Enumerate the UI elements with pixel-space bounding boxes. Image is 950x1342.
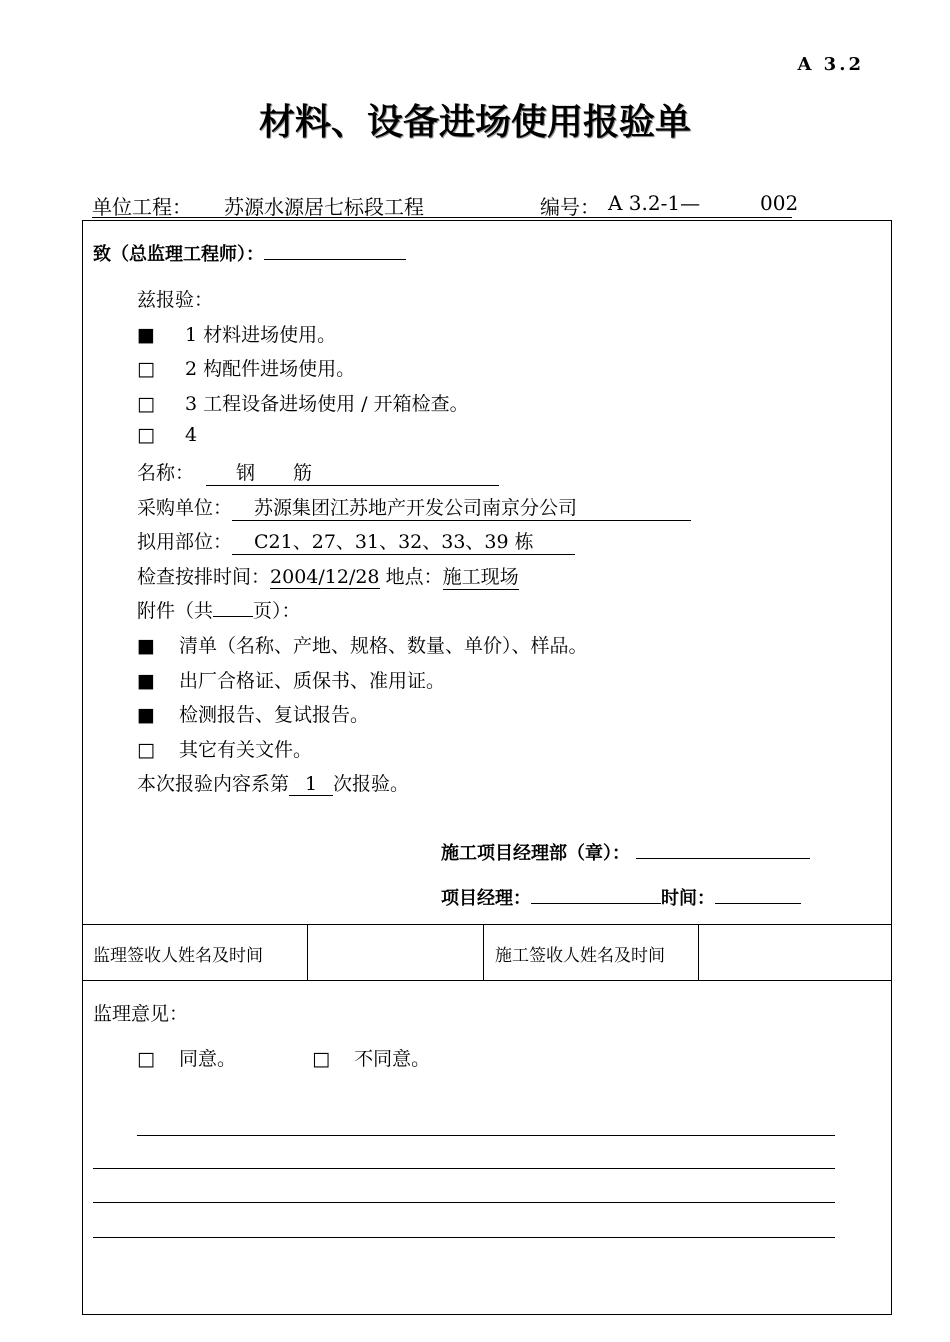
opinion-label: 监理意见：: [93, 1003, 189, 1025]
opinion-line[interactable]: [93, 1168, 835, 1169]
list-item[interactable]: [137, 424, 197, 446]
checkbox[interactable]: ■: [137, 635, 155, 657]
agree-checkbox[interactable]: □: [137, 1048, 155, 1070]
attachment-item[interactable]: [137, 666, 445, 693]
divider: [698, 924, 699, 980]
sign-time-label: 时间：: [661, 888, 715, 909]
manager-label: 项目经理：: [441, 888, 531, 909]
time-field: [137, 562, 519, 590]
divider: [83, 924, 891, 925]
divider: [307, 924, 308, 980]
sign-time-blank[interactable]: [715, 885, 801, 904]
name-value[interactable]: 钢 筋: [206, 458, 499, 486]
location-field: [137, 527, 575, 555]
dept-label: 施工项目经理部（章）：: [441, 843, 630, 864]
item-text: 1 材料进场使用。: [185, 324, 337, 346]
item-text: 4: [185, 424, 198, 446]
project-label: 单位工程：: [92, 195, 192, 219]
location-label: 拟用部位：: [137, 531, 233, 553]
divider: [83, 980, 891, 981]
times-suffix: 次报验。: [333, 773, 410, 795]
attach-suffix: 页）：: [253, 600, 301, 622]
list-item[interactable]: [137, 320, 336, 347]
form-code: A 3.2: [797, 54, 864, 75]
checkbox[interactable]: □: [137, 358, 155, 380]
divider: [483, 924, 484, 980]
time-value[interactable]: 2004/12/28: [270, 566, 380, 588]
dept-sign: [441, 839, 810, 865]
submission-times: [137, 769, 409, 796]
opinion-line[interactable]: [93, 1202, 835, 1203]
name-field: [137, 458, 499, 486]
attachment-text: 清单（名称、产地、规格、数量、单价）、样品。: [179, 635, 588, 657]
time-label: 检查按排时间：: [137, 566, 271, 588]
checkbox[interactable]: ■: [137, 704, 155, 726]
place-value[interactable]: 施工现场: [443, 562, 519, 590]
number-prefix: A 3.2-1—: [608, 191, 701, 215]
supervisor-receipt-label: 监理签收人姓名及时间: [93, 946, 263, 966]
opinion-line[interactable]: [93, 1237, 835, 1238]
to-label: 致（总监理工程师）：: [93, 244, 264, 265]
supplier-label: 采购单位：: [137, 497, 233, 519]
disagree-checkbox[interactable]: □: [312, 1048, 331, 1070]
checkbox[interactable]: □: [137, 424, 155, 446]
attachment-text: 出厂合格证、质保书、准用证。: [179, 670, 446, 692]
times-prefix: 本次报验内容系第: [137, 773, 290, 795]
number-label: 编号：: [540, 195, 600, 219]
place-label: 地点：: [385, 566, 443, 588]
opinion-options: [137, 1044, 430, 1071]
to-blank[interactable]: [264, 241, 406, 260]
times-value[interactable]: 1: [289, 773, 333, 796]
disagree-label: 不同意。: [354, 1048, 431, 1070]
dept-blank[interactable]: [636, 840, 810, 859]
list-item[interactable]: [137, 389, 469, 416]
supplier-value[interactable]: 苏源集团江苏地产开发公司南京分公司: [232, 493, 691, 521]
name-label: 名称：: [137, 462, 195, 484]
form-body: [82, 220, 892, 1315]
checkbox[interactable]: □: [137, 393, 155, 415]
manager-blank[interactable]: [531, 885, 661, 904]
item-text: 3 工程设备进场使用 / 开箱检查。: [185, 393, 469, 415]
list-item[interactable]: [137, 354, 355, 381]
checkbox[interactable]: □: [137, 739, 155, 761]
location-value[interactable]: C21、27、31、32、33、39 栋: [232, 527, 575, 555]
checkbox[interactable]: ■: [137, 670, 155, 692]
form-header: [92, 191, 799, 219]
agree-label: 同意。: [179, 1048, 237, 1070]
project-name: 苏源水源居七标段工程: [224, 195, 424, 219]
page-title: 材料、设备进场使用报验单: [258, 102, 691, 143]
manager-sign: [441, 884, 801, 910]
attach-prefix: 附件（共: [137, 600, 214, 622]
attachment-item[interactable]: [137, 735, 312, 762]
attach-count-blank[interactable]: [213, 598, 253, 617]
attachment-item[interactable]: [137, 700, 369, 727]
contractor-receipt-label: 施工签收人姓名及时间: [495, 946, 665, 966]
opinion-line[interactable]: [137, 1135, 835, 1136]
supplier-field: [137, 493, 691, 521]
number-value: 002: [760, 191, 799, 215]
attach-count-field: [137, 596, 301, 623]
attachment-text: 检测报告、复试报告。: [179, 704, 370, 726]
intro-text: 兹报验：: [137, 289, 214, 311]
attachment-text: 其它有关文件。: [179, 739, 313, 761]
attachment-item[interactable]: [137, 631, 588, 658]
item-text: 2 构配件进场使用。: [185, 358, 356, 380]
checkbox[interactable]: ■: [137, 324, 155, 346]
to-line: [93, 240, 406, 266]
